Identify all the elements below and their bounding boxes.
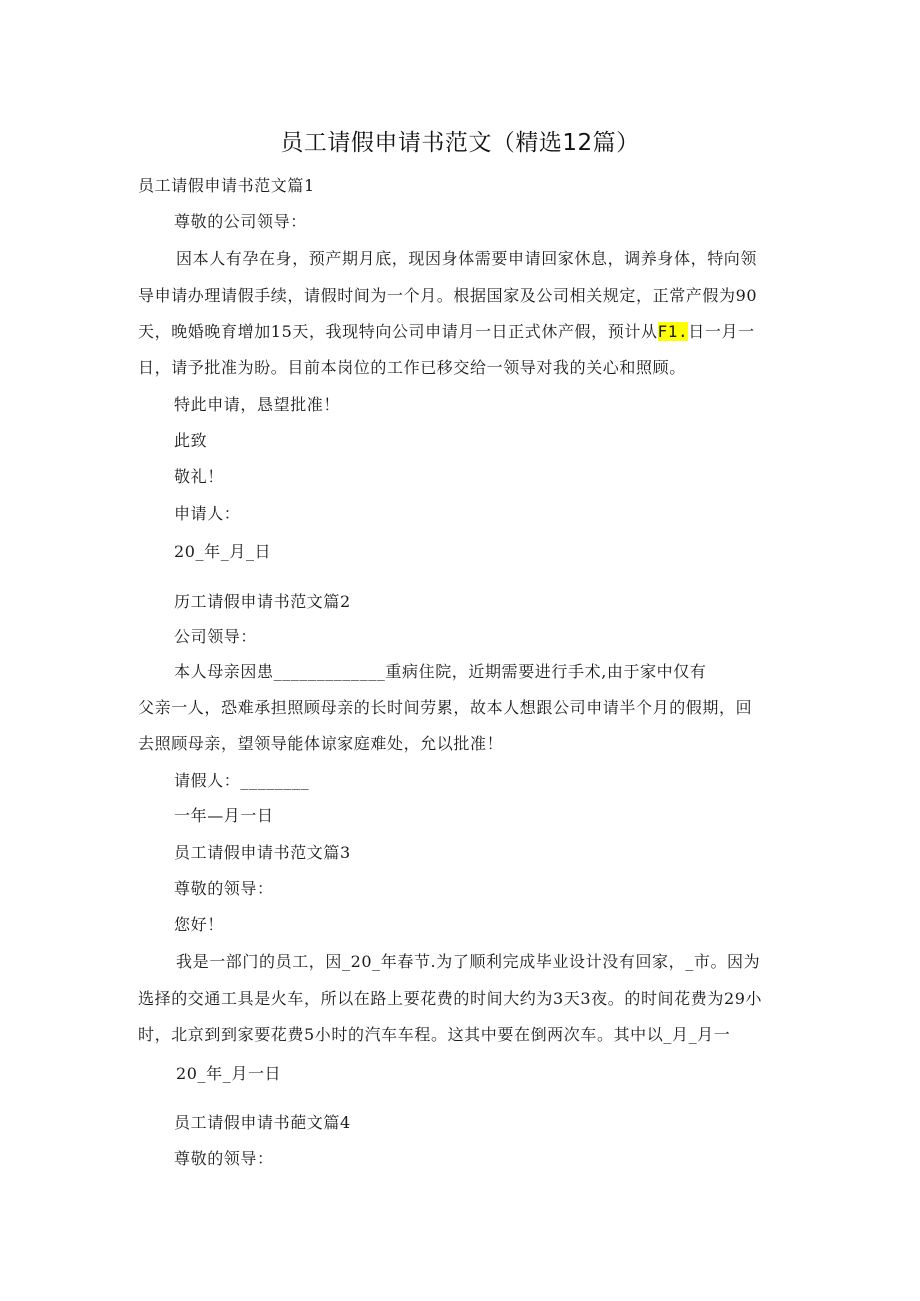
closing-line: 敬礼！ [174,467,224,486]
paragraph-line: 本人母亲因患_____________重病住院，近期需要进行手术,由于家中仅有 [174,662,707,681]
paragraph-line: 日，请予批准为盼。目前本岗位的工作已移交给一领导对我的关心和照顾。 [138,358,686,377]
paragraph-line: 时，北京到到家要花费5小时的汽车车程。这其中要在倒两次车。其中以_月_月一 [138,1025,731,1044]
salutation: 尊敬的公司领导： [174,212,307,231]
closing-line: 此致 [174,431,208,450]
salutation: 尊敬的领导： [174,1149,274,1168]
greeting: 您好！ [174,915,224,934]
highlighted-text: F1. [657,322,689,341]
closing-line: 请假人：________ [174,771,310,790]
closing-line: 特此申请，恳望批准！ [174,395,341,414]
paragraph-line: 导申请办理请假手续，请假时间为一个月。根据国家及公司相关规定，正常产假为90 [138,286,758,305]
salutation: 尊敬的领导： [174,879,274,898]
section-heading: 员工请假申请书范文篇3 [174,843,351,862]
paragraph-line: 选择的交通工具是火车，所以在路上要花费的时间大约为3天3夜。的时间花费为29小 [138,989,763,1008]
date-line: 20_年_月一日 [176,1064,282,1083]
paragraph-line: 因本人有孕在身，预产期月底，现因身体需要申请回家休息，调养身体，特向领 [176,249,758,268]
paragraph-text: 日一月一 [688,322,755,341]
salutation: 公司领导： [174,627,258,646]
section-heading: 历工请假申请书范文篇2 [174,592,351,611]
date-line: 一年—月一日 [174,806,274,825]
section-heading: 员工请假申请书葩文篇4 [174,1113,351,1132]
document-title: 员工请假申请书范文（精选12篇） [280,130,640,156]
section-heading: 员工请假申请书范文篇1 [138,176,315,195]
paragraph-line: 我是一部门的员工，因_20_年春节.为了顺利完成毕业设计没有回家，_市。因为 [176,952,761,971]
paragraph-text: 天，晚婚晚育增加15天，我现特向公司申请月一日正式休产假，预计从 [138,322,658,341]
paragraph-line: 父亲一人，恐难承担照顾母亲的长时间劳累，故本人想跟公司申请半个月的假期，回 [138,698,753,717]
applicant-label: 申请人： [174,504,241,523]
date-line: 20_年_月_日 [174,542,272,561]
paragraph-line: 去照顾母亲，望领导能体谅家庭难处，允以批准！ [138,734,504,753]
paragraph-line [138,322,755,342]
